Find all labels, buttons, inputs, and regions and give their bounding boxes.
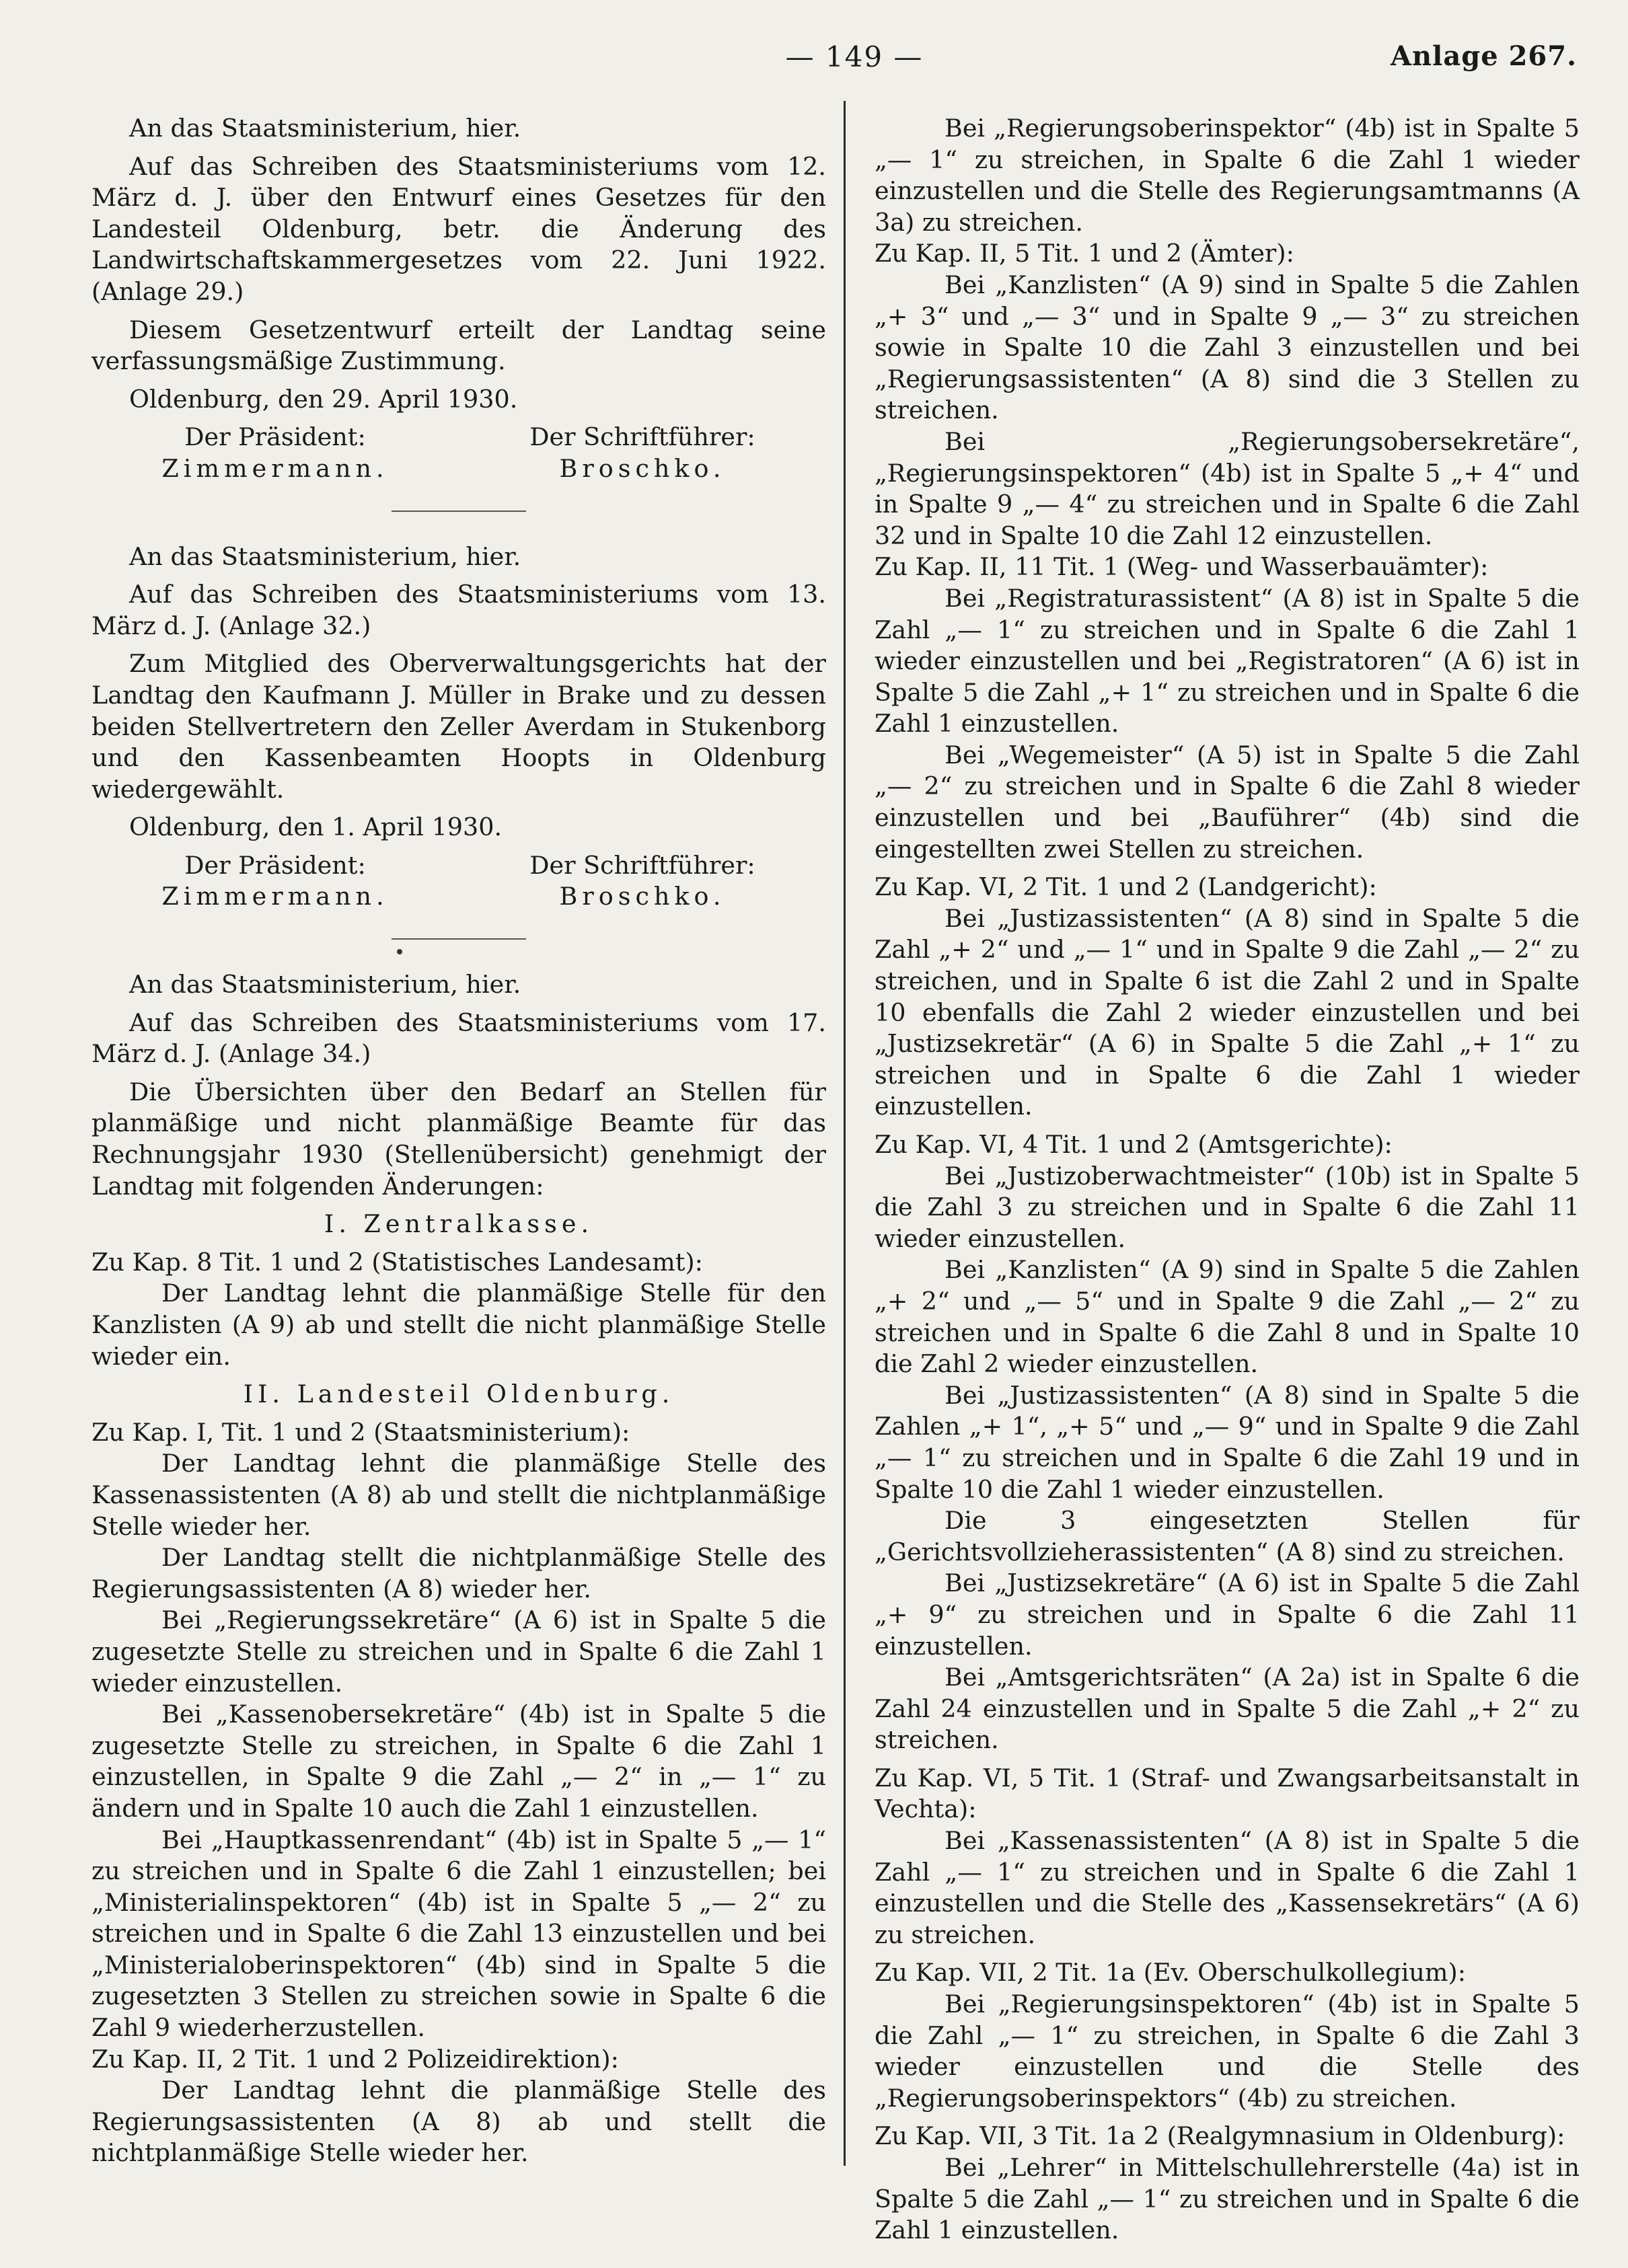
- paragraph: Bei „Justizassistenten“ (A 8) sind in Spalte 5 die Zahlen „+ 1“, „+ 5“ und „— 9“ und in Spalte 9 die Zahl „— 1“ zu streichen und in Spalte 6 die Zahl 19 und in Spalte 10 die Zahl 1 wieder einzustellen.: [875, 1380, 1580, 1504]
- secretary-name: Broschko.: [559, 882, 726, 911]
- president-name: Zimmermann.: [161, 453, 389, 483]
- left-column: [91, 113, 826, 2169]
- paragraph: Bei „Hauptkassenrendant“ (4b) ist in Spalte 5 „— 1“ zu streichen und in Spalte 6 die Zahl 1 einzustellen; bei „Ministerialinspektoren“ (4b) ist in Spalte 5 „— 2“ zu streichen und in Spalte 6 die Zahl 13 einzustellen und bei „Ministerialoberinspektoren“ (4b) sind in Spalte 5 die zugesetzten 3 Stellen zu streichen sowie in Spalte 6 die Zahl 9 wiederherzustellen.: [91, 1825, 826, 2043]
- secretary-label: Der Schriftführer:: [529, 422, 755, 452]
- paragraph: Auf das Schreiben des Staatsministeriums vom 13. März d. J. (Anlage 32.): [91, 580, 826, 640]
- annex-label: Anlage 267.: [1391, 40, 1577, 72]
- paragraph: Bei „Lehrer“ in Mittelschullehrerstelle (4a) ist in Spalte 5 die Zahl „— 1“ zu streichen und in Spalte 6 die Zahl 1 einzustellen.: [875, 2153, 1580, 2245]
- paragraph: Auf das Schreiben des Staatsministeriums vom 17. März d. J. (Anlage 34.): [91, 1008, 826, 1069]
- addressee: An das Staatsministerium, hier.: [129, 114, 521, 143]
- paragraph: Bei „Registraturassistent“ (A 8) ist in Spalte 5 die Zahl „— 1“ zu streichen und in Spalte 6 die Zahl 1 wieder einzustellen und bei „Registratoren“ (A 6) ist in Spalte 5 die Zahl „+ 1“ zu streichen und in Spalte 6 die Zahl 1 einzustellen.: [875, 583, 1580, 739]
- date-line: Oldenburg, den 1. April 1930.: [129, 812, 503, 842]
- chapter-heading: Zu Kap. VII, 2 Tit. 1a (Ev. Oberschulkollegium):: [875, 1958, 1467, 1988]
- president-label: Der Präsident:: [184, 422, 366, 452]
- paragraph: Bei „Regierungsoberinspektor“ (4b) ist in Spalte 5 „— 1“ zu streichen, in Spalte 6 die Zahl 1 wieder einzustellen und die Stelle des Regierungsamtmanns (A 3a) zu streichen.: [875, 114, 1580, 237]
- paragraph: Zum Mitglied des Oberverwaltungsgerichts hat der Landtag den Kaufmann J. Müller in Brake und zu dessen beiden Stellvertretern den Zeller Averdam in Stukenborg und den Kassenbeamten Hoopts in Oldenburg wiedergewählt.: [91, 649, 826, 804]
- section-divider: [392, 511, 526, 512]
- signature-labels: [91, 422, 826, 453]
- paragraph: Bei „Amtsgerichtsräten“ (A 2a) ist in Spalte 6 die Zahl 24 einzustellen und in Spalte 5 die Zahl „+ 2“ zu streichen.: [875, 1663, 1580, 1755]
- column-divider: [844, 101, 846, 2166]
- section-heading: II. Landesteil Oldenburg.: [243, 1379, 675, 1409]
- signature-labels: [91, 850, 826, 882]
- chapter-heading: Zu Kap. II, 5 Tit. 1 und 2 (Ämter):: [875, 239, 1294, 268]
- paragraph: Bei „Regierungsinspektoren“ (4b) ist in Spalte 5 die Zahl „— 1“ zu streichen, in Spalte 6 die Zahl 3 wieder einzustellen und die Stelle des „Regierungsoberinspektors“ (4b) zu streichen.: [875, 1990, 1580, 2113]
- paragraph: Bei „Kassenobersekretäre“ (4b) ist in Spalte 5 die zugesetzte Stelle zu streichen, in Spalte 6 die Zahl 1 einzustellen, in Spalte 9 die Zahl „— 2“ in „— 1“ zu ändern und in Spalte 10 auch die Zahl 1 einzustellen.: [91, 1700, 826, 1823]
- chapter-heading: Zu Kap. II, 11 Tit. 1 (Weg- und Wasserbauämter):: [875, 552, 1489, 582]
- paragraph: Der Landtag lehnt die planmäßige Stelle des Regierungsassistenten (A 8) ab und stellt die nichtplanmäßige Stelle wieder her.: [91, 2076, 826, 2168]
- paragraph: Bei „Wegemeister“ (A 5) ist in Spalte 5 die Zahl „— 2“ zu streichen und in Spalte 6 die Zahl 8 wieder einzustellen und bei „Bauführer“ (4b) sind die eingestellten zwei Stellen zu streichen.: [875, 740, 1580, 864]
- addressee: An das Staatsministerium, hier.: [129, 541, 521, 571]
- secretary-label: Der Schriftführer:: [529, 850, 755, 880]
- page-number: — 149 —: [785, 40, 924, 73]
- paragraph: Bei „Regierungsobersekretäre“, „Regierungsinspektoren“ (4b) ist in Spalte 5 „+ 4“ und in Spalte 9 „— 4“ zu streichen und in Spalte 6 die Zahl 32 und in Spalte 10 die Zahl 12 einzustellen.: [875, 426, 1580, 550]
- paragraph: Bei „Justizoberwachtmeister“ (10b) ist in Spalte 5 die Zahl 3 zu streichen und in Spalte 6 die Zahl 11 wieder einzustellen.: [875, 1161, 1580, 1253]
- paragraph: Diesem Gesetzentwurf erteilt der Landtag seine verfassungsmäßige Zustimmung.: [91, 315, 826, 376]
- date-line: Oldenburg, den 29. April 1930.: [129, 384, 518, 414]
- chapter-heading: Zu Kap. I, Tit. 1 und 2 (Staatsministerium):: [91, 1417, 630, 1447]
- president-name: Zimmermann.: [161, 882, 389, 911]
- section-heading: I. Zentralkasse.: [324, 1209, 594, 1239]
- paragraph: Bei „Kassenassistenten“ (A 8) ist in Spalte 5 die Zahl „— 1“ zu streichen und in Spalte 6 die Zahl 1 einzustellen und die Stelle des „Kassensekretärs“ (A 6) zu streichen.: [875, 1826, 1580, 1949]
- paragraph: Der Landtag lehnt die planmäßige Stelle für den Kanzlisten (A 9) ab und stellt die nicht planmäßige Stelle wieder ein.: [91, 1279, 826, 1371]
- chapter-heading: Zu Kap. 8 Tit. 1 und 2 (Statistisches Landesamt):: [91, 1247, 703, 1277]
- chapter-heading: Zu Kap. VI, 2 Tit. 1 und 2 (Landgericht):: [875, 872, 1377, 902]
- paragraph: Auf das Schreiben des Staatsministeriums vom 12. März d. J. über den Entwurf eines Gesetzes für den Landesteil Oldenburg, betr. die Änderung des Landwirtschaftskammergesetzes vom 22. Juni 1922. (Anlage 29.): [91, 151, 826, 306]
- paragraph: Bei „Kanzlisten“ (A 9) sind in Spalte 5 die Zahlen „+ 3“ und „— 3“ und in Spalte 9 „— 3“ zu streichen sowie in Spalte 10 die Zahl 3 einzustellen und bei „Regierungsassistenten“ (A 8) sind die 3 Stellen zu streichen.: [875, 270, 1580, 425]
- chapter-heading: Zu Kap. VI, 4 Tit. 1 und 2 (Amtsgerichte):: [875, 1130, 1393, 1159]
- paragraph: Bei „Regierungssekretäre“ (A 6) ist in Spalte 5 die zugesetzte Stelle zu streichen und in Spalte 6 die Zahl 1 wieder einzustellen.: [91, 1605, 826, 1698]
- paragraph: Bei „Justizsekretäre“ (A 6) ist in Spalte 5 die Zahl „+ 9“ zu streichen und in Spalte 6 die Zahl 11 einzustellen.: [875, 1568, 1580, 1661]
- paragraph: Der Landtag lehnt die planmäßige Stelle des Kassenassistenten (A 8) ab und stellt die nichtplanmäßige Stelle wieder her.: [91, 1449, 826, 1541]
- signature-names: [91, 881, 826, 913]
- right-column: [875, 113, 1580, 2246]
- paragraph: Die 3 eingesetzten Stellen für „Gerichtsvollzieherassistenten“ (A 8) sind zu streichen.: [875, 1506, 1580, 1566]
- chapter-heading: Zu Kap. VII, 3 Tit. 1a 2 (Realgymnasium in Oldenburg):: [875, 2121, 1565, 2151]
- ink-dot: [397, 949, 402, 954]
- paragraph: Der Landtag stellt die nichtplanmäßige Stelle des Regierungsassistenten (A 8) wieder her.: [91, 1543, 826, 1603]
- paragraph: Die Übersichten über den Bedarf an Stellen für planmäßige und nicht planmäßige Beamte für das Rechnungsjahr 1930 (Stellenübersicht) genehmigt der Landtag mit folgenden Änderungen:: [91, 1077, 826, 1201]
- signature-names: [91, 453, 826, 485]
- page-header: [0, 40, 1628, 81]
- chapter-heading: Zu Kap. VI, 5 Tit. 1 (Straf- und Zwangsarbeitsanstalt in Vechta):: [875, 1763, 1580, 1824]
- president-label: Der Präsident:: [184, 850, 366, 880]
- chapter-heading: Zu Kap. II, 2 Tit. 1 und 2 Polizeidirektion):: [91, 2044, 619, 2074]
- addressee: An das Staatsministerium, hier.: [129, 970, 521, 999]
- section-divider: [392, 938, 526, 940]
- paragraph: Bei „Kanzlisten“ (A 9) sind in Spalte 5 die Zahlen „+ 2“ und „— 5“ und in Spalte 9 die Zahl „— 2“ zu streichen und in Spalte 6 die Zahl 8 und in Spalte 10 die Zahl 2 wieder einzustellen.: [875, 1255, 1580, 1379]
- paragraph: Bei „Justizassistenten“ (A 8) sind in Spalte 5 die Zahl „+ 2“ und „— 1“ und in Spalte 9 die Zahl „— 2“ zu streichen, und in Spalte 6 ist die Zahl 2 und in Spalte 10 ebenfalls die Zahl 2 wieder einzustellen und bei „Justizsekretär“ (A 6) in Spalte 5 die Zahl „+ 1“ zu streichen und in Spalte 6 die Zahl 1 wieder einzustellen.: [875, 903, 1580, 1121]
- secretary-name: Broschko.: [559, 453, 726, 483]
